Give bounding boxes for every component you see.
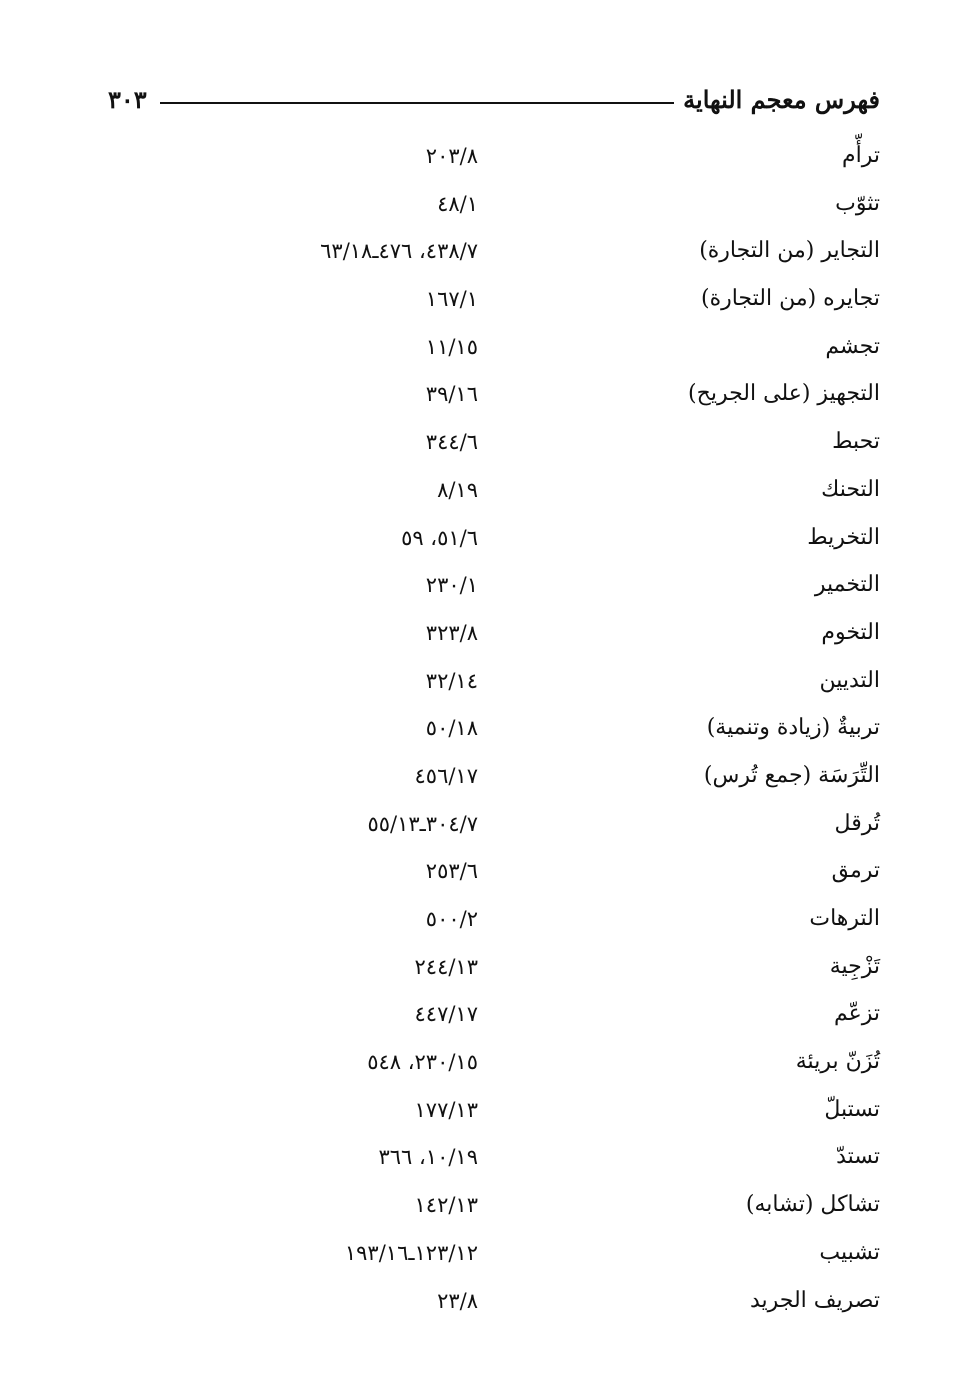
entry-term: تُزَنّ بريئة	[795, 1049, 880, 1075]
index-entry	[180, 1040, 880, 1088]
entry-reference: ١٠/١٩، ٣٦٦	[378, 1145, 478, 1170]
index-entry	[180, 325, 880, 373]
index-entry-list	[180, 134, 880, 1326]
index-entry	[180, 945, 880, 993]
entry-term: تزعّم	[833, 1001, 880, 1027]
index-entry	[180, 1088, 880, 1136]
entry-term: التخمير	[814, 572, 880, 598]
entry-term: تصريف الجريد	[749, 1287, 880, 1313]
index-entry	[180, 277, 880, 325]
entry-reference: ٢٠٣/٨	[425, 144, 478, 168]
entry-term: تستدّ	[836, 1144, 880, 1170]
entry-reference: ٤٤٧/١٧	[414, 1002, 478, 1027]
entry-term: تجشم	[825, 333, 880, 359]
entry-reference: ٤٣٨/٧، ٤٧٦ـ٦٣/١٨	[320, 239, 478, 264]
index-entry	[180, 1231, 880, 1279]
entry-term: تربيةٌ (زيادة وتنمية)	[706, 715, 880, 741]
entry-reference: ٢٣/٨	[437, 1288, 478, 1313]
entry-term: التحنك	[821, 476, 880, 502]
running-header	[108, 80, 880, 120]
entry-reference: ٥٠/١٨	[425, 716, 478, 741]
index-entry	[180, 706, 880, 754]
index-entry	[180, 802, 880, 850]
entry-reference: ١٤٢/١٣	[414, 1193, 478, 1218]
entry-reference: ٥٠٠/٢	[425, 907, 478, 931]
entry-reference: ٢٣٠/١	[425, 573, 478, 598]
index-entry	[180, 182, 880, 230]
entry-reference: ٢٥٣/٦	[425, 859, 478, 884]
entry-term: ترمق	[831, 858, 880, 884]
entry-term: تَزْجِية	[829, 953, 880, 979]
entry-term: تحبط	[832, 429, 880, 455]
entry-term: التديين	[819, 667, 880, 693]
entry-reference: ١٧٧/١٣	[414, 1097, 478, 1122]
header-rule	[160, 102, 674, 104]
entry-reference: ٣٩/١٦	[425, 382, 478, 407]
entry-reference: ٣٤٤/٦	[425, 430, 478, 455]
entry-term: التجاير (من التجارة)	[699, 238, 880, 264]
entry-term: تشاكل (تشابه)	[745, 1192, 880, 1218]
entry-term: الترهات	[809, 906, 880, 931]
index-entry	[180, 372, 880, 420]
entry-term: ترأّم	[842, 143, 880, 168]
entry-term: تُرقل	[834, 810, 880, 836]
index-entry	[180, 468, 880, 516]
entry-term: التخوم	[821, 619, 880, 645]
entry-reference: ٣٢/١٤	[425, 668, 478, 693]
index-entry	[180, 897, 880, 945]
index-entry	[180, 229, 880, 277]
index-entry	[180, 849, 880, 897]
entry-reference: ٣٠٤/٧ـ٥٥/١٣	[367, 811, 478, 836]
entry-term: تشبيب	[819, 1239, 880, 1265]
index-entry	[180, 659, 880, 707]
entry-term: تستبلّ	[824, 1096, 880, 1122]
entry-reference: ١٢٣/١٢ـ١٩٣/١٦	[344, 1240, 478, 1265]
entry-term: التِّرَسَة (جمع تُرس)	[703, 762, 880, 788]
index-entry	[180, 611, 880, 659]
index-entry	[180, 1183, 880, 1231]
entry-reference: ١١/١٥	[425, 334, 478, 359]
entry-term: تجايره (من التجارة)	[700, 286, 880, 312]
running-header-title: فهرس معجم النهاية	[683, 85, 880, 114]
index-entry	[180, 1279, 880, 1327]
index-entry	[180, 516, 880, 564]
entry-reference: ٣٢٣/٨	[425, 620, 478, 645]
entry-term: التجهيز (على الجريح)	[688, 381, 880, 407]
index-entry	[180, 134, 880, 182]
index-entry	[180, 420, 880, 468]
entry-reference: ٥١/٦، ٥٩	[401, 525, 478, 550]
entry-reference: ٨/١٩	[437, 477, 478, 502]
index-entry	[180, 754, 880, 802]
index-entry	[180, 1135, 880, 1183]
entry-reference: ٢٣٠/١٥، ٥٤٨	[367, 1050, 478, 1075]
index-entry	[180, 992, 880, 1040]
entry-reference: ١٦٧/١	[425, 287, 478, 312]
entry-reference: ٢٤٤/١٣	[414, 954, 478, 979]
page-number: ٣٠٣	[108, 85, 147, 114]
entry-reference: ٤٥٦/١٧	[414, 763, 478, 788]
entry-term: تثوّب	[835, 190, 880, 216]
margin-mark	[80, 484, 92, 485]
entry-reference: ٤٨/١	[437, 191, 478, 216]
entry-term: التخريط	[807, 524, 880, 550]
index-entry	[180, 563, 880, 611]
